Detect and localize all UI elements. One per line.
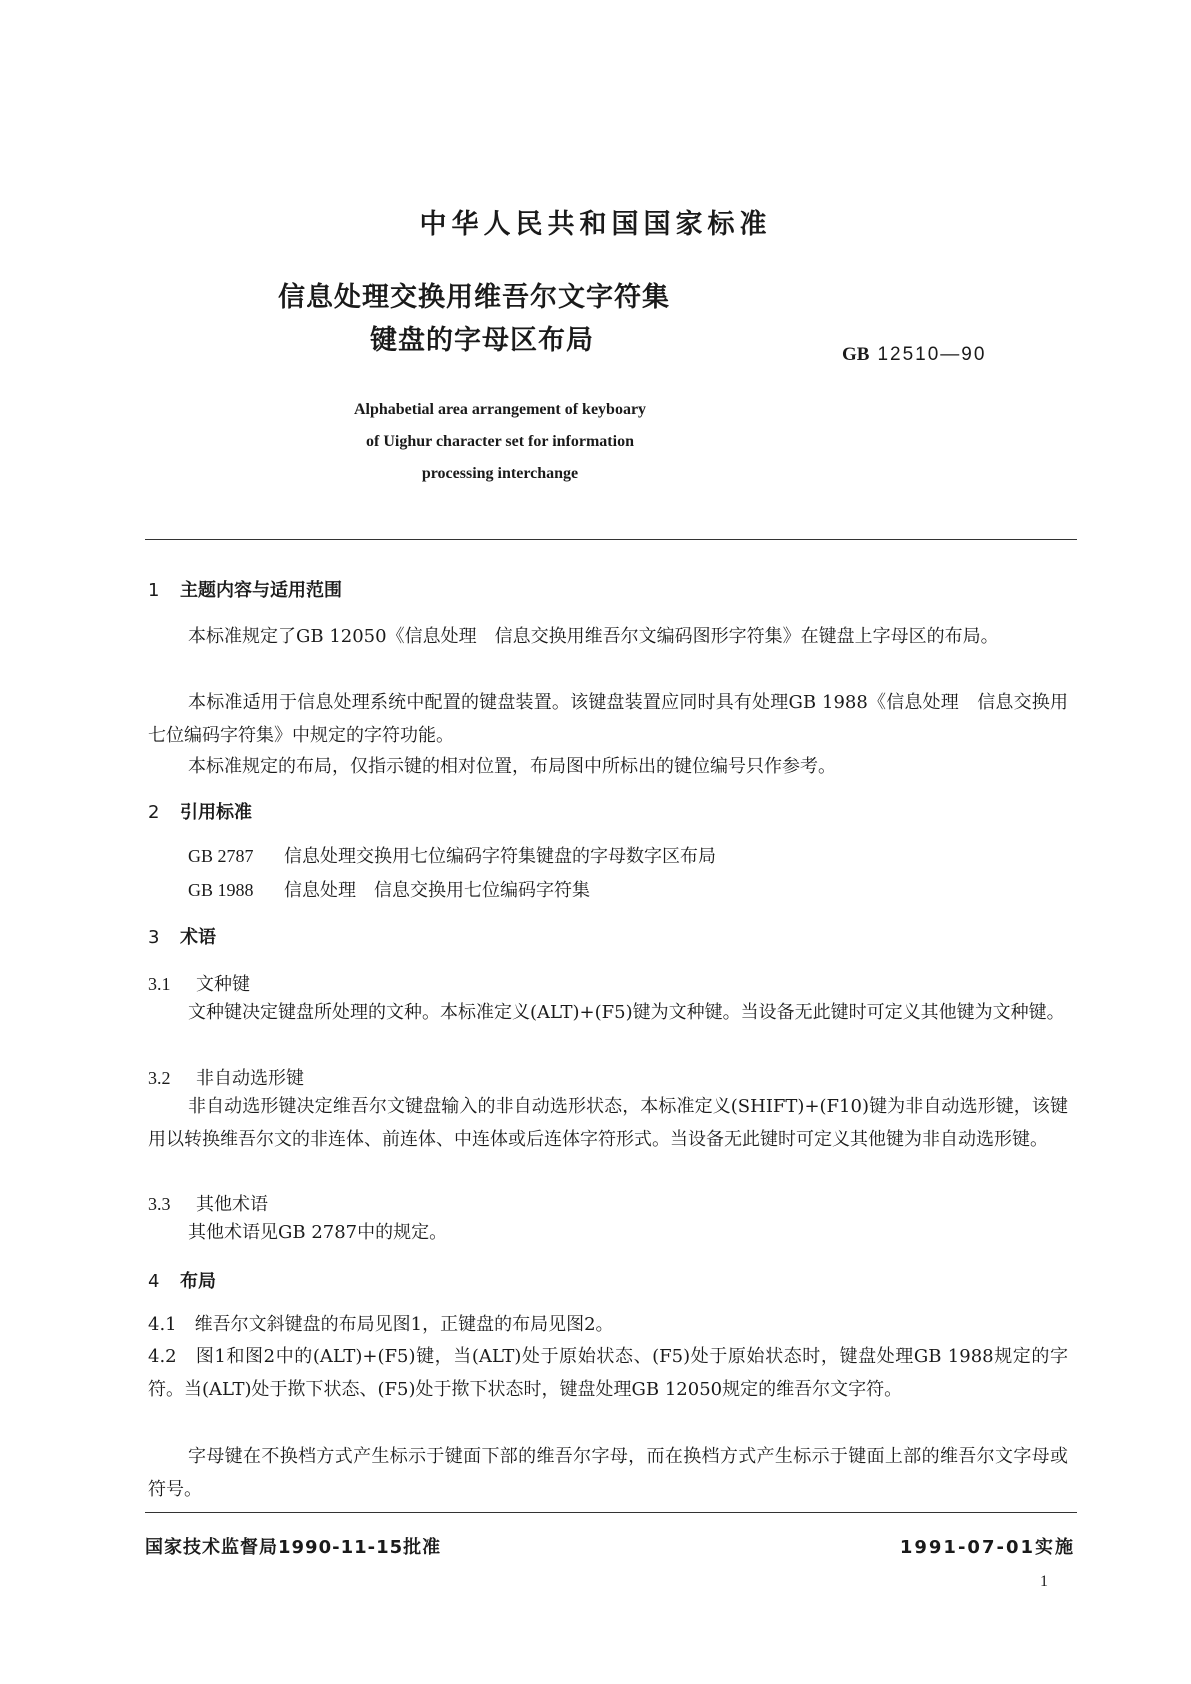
document-title-line2: 键盘的字母区布局: [370, 325, 594, 356]
section-title: 主题内容与适用范围: [180, 580, 342, 601]
section-1-paragraph-1: 本标准规定了GB 12050《信息处理 信息交换用维吾尔文编码图形字符集》在键盘上字母区的布局。: [188, 626, 999, 647]
approval-date: 国家技术监督局1990-11-15批准: [145, 1537, 442, 1558]
subsection-3-2-text: 非自动选形键决定维吾尔文键盘输入的非自动选形状态，本标准定义(SHIFT)+(F10)键为非自动选形键，该键用以转换维吾尔文的非连体、前连体、中连体或后连体字符形式。当设备无此键时可定义其他键为非自动选形键。: [148, 1096, 1068, 1150]
document-title-line1: 信息处理交换用维吾尔文字符集: [278, 282, 670, 313]
subsection-3-3-heading: [148, 1190, 268, 1216]
subsection-title: 非自动选形键: [196, 1068, 304, 1089]
effective-date: 1991-07-01实施: [899, 1537, 1075, 1558]
reference-title: 信息处理 信息交换用七位编码字符集: [284, 880, 590, 901]
clause-4-2: 4.2 图1和图2中的(ALT)+(F5)键，当(ALT)处于原始状态、(F5)处于原始状态时，键盘处理GB 1988规定的字符。当(ALT)处于揿下状态、(F5)处于揿下状态时，键盘处理GB 12050规定的维吾尔文字符。: [148, 1346, 1068, 1400]
page-number: 1: [1040, 1573, 1048, 1590]
section-title: 布局: [180, 1271, 216, 1292]
subsection-title: 其他术语: [196, 1194, 268, 1215]
section-4-heading: [148, 1267, 216, 1293]
section-number: 4: [148, 1271, 160, 1292]
standard-prefix: GB: [842, 344, 870, 365]
subsection-3-1-heading: [148, 970, 250, 996]
reference-code: GB 2787: [188, 846, 254, 866]
national-standard-heading: 中华人民共和国国家标准: [419, 209, 772, 240]
standard-code: 12510—90: [877, 344, 987, 365]
reference-code: GB 1988: [188, 880, 254, 900]
section-number: 3: [148, 927, 160, 948]
english-title-line2: of Uighur character set for information: [366, 433, 634, 450]
english-title-line3: processing interchange: [421, 465, 579, 482]
header-rule: [145, 539, 1077, 540]
section-1-heading: [148, 576, 342, 602]
subsection-number: 3.3: [148, 1194, 171, 1214]
reference-title: 信息处理交换用七位编码字符集键盘的字母数字区布局: [284, 846, 716, 867]
subsection-3-2-heading: [148, 1064, 304, 1090]
section-1-paragraph-2: 本标准适用于信息处理系统中配置的键盘装置。该键盘装置应同时具有处理GB 1988《信息处理 信息交换用七位编码字符集》中规定的字符功能。: [148, 692, 1068, 746]
section-1-paragraph-3: 本标准规定的布局，仅指示键的相对位置，布局图中所标出的键位编号只作参考。: [188, 756, 836, 777]
clause-4-2-continuation: 字母键在不换档方式产生标示于键面下部的维吾尔字母，而在换档方式产生标示于键面上部的维吾尔文字母或符号。: [148, 1446, 1068, 1500]
subsection-3-1-text: 文种键决定键盘所处理的文种。本标准定义(ALT)+(F5)键为文种键。当设备无此键时可定义其他键为文种键。: [188, 1002, 1065, 1023]
subsection-3-3-text: 其他术语见GB 2787中的规定。: [188, 1222, 448, 1243]
section-2-heading: [148, 798, 252, 824]
section-3-heading: [148, 923, 216, 949]
clause-4-1: 4.1 维吾尔文斜键盘的布局见图1，正键盘的布局见图2。: [148, 1314, 614, 1335]
section-number: 1: [148, 580, 160, 601]
reference-item: [188, 842, 716, 868]
section-title: 术语: [180, 927, 216, 948]
subsection-title: 文种键: [196, 974, 250, 995]
subsection-number: 3.1: [148, 974, 171, 994]
section-title: 引用标准: [180, 802, 252, 823]
standard-number: [842, 344, 986, 366]
section-number: 2: [148, 802, 160, 823]
subsection-number: 3.2: [148, 1068, 171, 1088]
footer-rule: [145, 1512, 1077, 1513]
english-title-line1: Alphabetial area arrangement of keyboary: [353, 401, 647, 418]
reference-item: [188, 876, 590, 902]
